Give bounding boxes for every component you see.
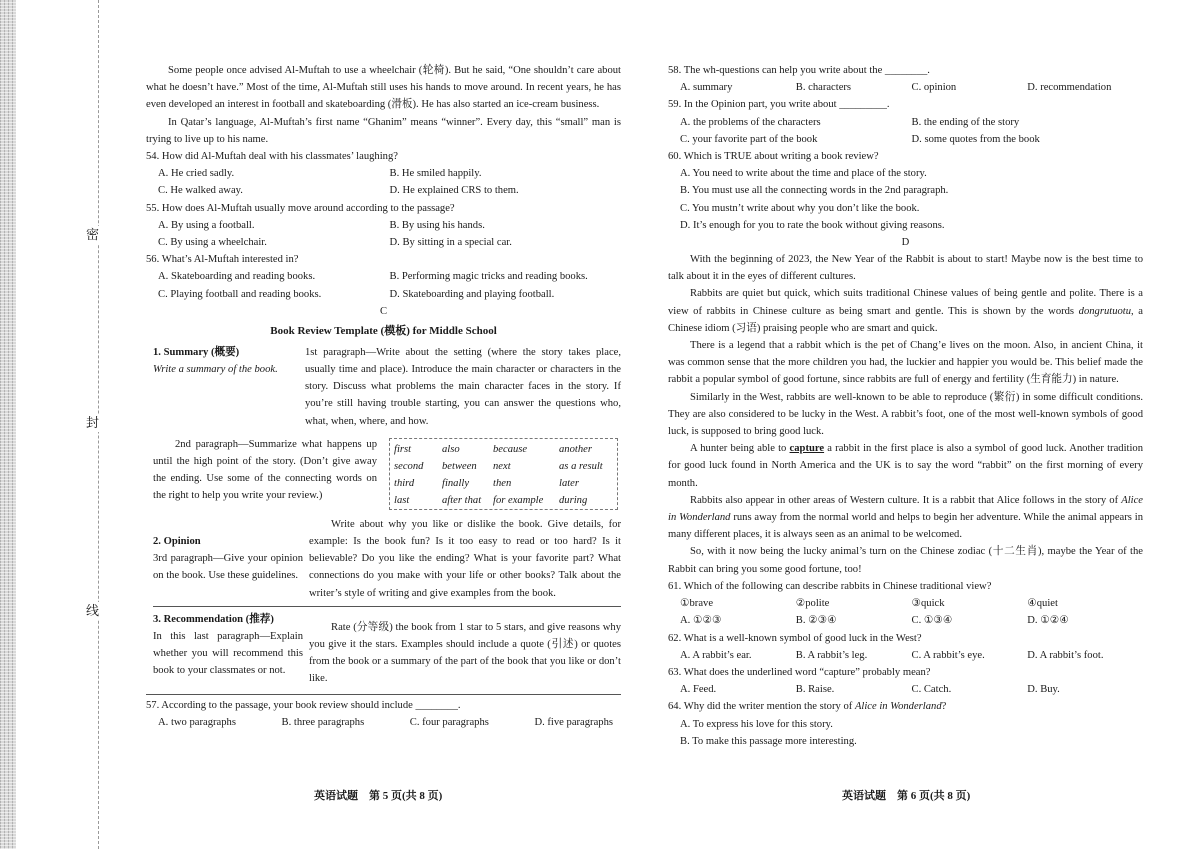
connecting-word: first	[394, 443, 412, 455]
option: D. He explained CRS to them.	[389, 185, 519, 197]
summary-section	[153, 344, 621, 514]
passage-paragraph: Similarly in the West, rabbits are well-known to be able to reproduce (繁衍) in some difficult conditions. They are also considered to be lucky in the West. A rabbit’s foot, one of the most well-known symbols of good luck, is supposed to bring good luck.	[668, 391, 1143, 438]
option: B. the ending of the story	[911, 116, 1020, 128]
option: B. A rabbit’s leg.	[795, 649, 868, 661]
connecting-word: also	[442, 443, 460, 455]
question-63	[668, 664, 1143, 698]
option: D. some quotes from the book	[911, 133, 1040, 145]
choice: ①brave	[680, 598, 714, 610]
option: B. characters	[795, 82, 852, 94]
question-stem: 58. The wh-questions can help you write about the ________.	[668, 65, 930, 76]
option: D. five paragraphs	[534, 716, 613, 728]
opinion-title: 2. Opinion	[153, 535, 201, 547]
option: C. your favorite part of the book	[680, 133, 818, 145]
option: A. You need to write about the time and place of the story.	[680, 168, 927, 180]
book-review-template	[153, 344, 621, 694]
option: A. To express his love for this story.	[680, 718, 833, 730]
section-letter-c: C	[379, 305, 388, 317]
question-stem: 61. Which of the following can describe rabbits in Chinese traditional view?	[668, 580, 992, 592]
option: C. By using a wheelchair.	[158, 237, 267, 249]
option: A. He cried sadly.	[158, 168, 235, 180]
question-61	[668, 578, 1143, 630]
passage-paragraph: With the beginning of 2023, the New Year of the Rabbit is about to start! Maybe now is the best time to talk about it in the eyes of different cultures.	[668, 254, 1143, 283]
option: A. By using a football.	[158, 219, 255, 231]
option: D. ①②④	[1027, 615, 1069, 627]
option: C. You mustn’t write about why you don’t like the book.	[680, 202, 920, 214]
connecting-word: for example	[493, 494, 544, 506]
question-stem: 60. Which is TRUE about writing a book review?	[668, 151, 879, 163]
question-stem: 57. According to the passage, your book review should include ________.	[146, 699, 461, 711]
option: C. four paragraphs	[409, 716, 489, 728]
recommendation-section	[153, 607, 621, 694]
option: C. A rabbit’s eye.	[911, 649, 985, 661]
question-64	[668, 698, 1143, 750]
connecting-word: as a result	[559, 460, 603, 472]
choice: ②polite	[795, 598, 830, 610]
option: A. A rabbit’s ear.	[680, 649, 752, 661]
option: B. You must use all the connecting words in the 2nd paragraph.	[680, 185, 949, 197]
option: B. ②③④	[795, 615, 837, 627]
question-stem: 56. What’s Al-Muftah interested in?	[146, 254, 299, 266]
option: C. Playing football and reading books.	[158, 288, 322, 300]
choice: ④quiet	[1027, 598, 1058, 610]
idiom-pinyin: dongrutuotu	[1078, 305, 1132, 317]
connecting-word: during	[559, 494, 588, 506]
option: B. To make this passage more interesting.	[680, 735, 857, 747]
question-stem: 63. What does the underlined word “capture” probably mean?	[668, 666, 931, 678]
page-footer-5: 英语试题 第 5 页(共 8 页)	[314, 790, 443, 802]
option: A. the problems of the characters	[680, 116, 821, 128]
question-59	[668, 96, 1143, 148]
option: A. Skateboarding and reading books.	[158, 271, 316, 283]
recommendation-right-text: Rate (分等级) the book from 1 star to 5 stars, and give reasons why you give it the stars. Examples should include a quote (引述) or quotes from the book or a summary of the part of the book that you like or don’t like.	[309, 621, 621, 685]
passage-paragraph: Some people once advised Al-Muftah to use a wheelchair (轮椅). But he said, “One shouldn’t care about what he doesn’t have.” Most of the time, Al-Muftah still uses his hands to move around. In recent years, he has even developed an interest in football and skateboarding (滑板). He has also started an ice-cream business.	[146, 65, 621, 111]
option: B. Performing magic tricks and reading books.	[389, 271, 588, 283]
option: A. summary	[680, 82, 733, 94]
summary-paragraph-1-intro: 1st paragraph—Write about the setting (where the story takes place, usually time and place). Introduce the main character or characters in the story. Discuss what problems the main character faces in the story. If you’re still having trouble starting, you can answer the questions who, what, when, where, and how.	[305, 346, 621, 427]
question-stem: 54. How did Al-Muftah deal with his classmates’ laughing?	[146, 151, 398, 163]
opinion-section	[153, 514, 621, 607]
option: B. By using his hands.	[389, 219, 485, 231]
connecting-words-box	[389, 438, 618, 510]
passage-paragraph: Rabbits are quiet but quick, which suits traditional Chinese values of being gentle and polite. There is a view of rabbits in Chinese culture as being smart and gentle. This is shown by the words dongrutuotu, a Chinese idiom (习语) praising people who are smart and quick.	[668, 288, 1143, 334]
option: D. Buy.	[1027, 684, 1060, 696]
connecting-word: last	[394, 494, 410, 506]
opinion-right-text: Write about why you like or dislike the book. Give details, for example: Is the book fun? Is it too easy to read or too hard? Is it believable? Do you like the ending? What is your favorite part? What connections do you make with your life or other books? Talk about the writer’s style of writing and give examples from the book.	[309, 518, 621, 599]
question-58	[668, 62, 1143, 96]
option: B. He smiled happily.	[389, 168, 482, 180]
page-6	[668, 62, 1143, 750]
binding-strip	[0, 0, 16, 849]
option: C. He walked away.	[158, 185, 243, 197]
connecting-word: second	[394, 460, 424, 472]
passage-d	[668, 251, 1143, 578]
question-60	[668, 148, 1143, 234]
book-title: Alice in Wonderland	[668, 494, 1143, 524]
passage-paragraph: So, with it now being the lucky animal’s turn on the Chinese zodiac (十二生肖), maybe the Year of the Rabbit can bring you some good fortune, too!	[668, 546, 1143, 575]
connecting-word: between	[442, 460, 477, 472]
question-stem: 64. Why did the writer mention the story of Alice in Wonderland?	[668, 701, 947, 713]
page-footer-6: 英语试题 第 6 页(共 8 页)	[842, 790, 971, 802]
question-stem: 59. In the Opinion part, you write about _________.	[668, 99, 890, 111]
connecting-word: then	[493, 477, 512, 489]
passage-paragraph: A hunter being able to capture a rabbit in the first place is also a symbol of good luck. Another tradition for good luck found in North America and the UK is to say the word “rabbit” on the first morning of every month.	[668, 443, 1144, 489]
margin-char-xian: 线	[86, 603, 100, 618]
option: D. By sitting in a special car.	[389, 237, 512, 249]
connecting-word: third	[394, 477, 415, 489]
connecting-word: finally	[442, 477, 470, 489]
margin-char-mi: 密	[86, 227, 100, 242]
margin-char-feng: 封	[86, 415, 100, 430]
recommendation-left-text: In this last paragraph—Explain whether you will recommend this book to your classmates or not.	[153, 630, 303, 677]
choice: ③quick	[911, 598, 945, 610]
passage-paragraph: There is a legend that a rabbit which is the pet of Chang’e lives on the moon. Also, in ancient China, it was common sense that the more children you had, the luckier and happier you would be. This belief made the rabbit a popular symbol of good fortune, since rabbits are full of energy and fertility (生育能力) in nature.	[668, 340, 1143, 386]
option: C. Catch.	[911, 684, 952, 696]
connecting-word: later	[559, 477, 580, 489]
page-5	[146, 62, 621, 731]
question-55	[146, 200, 621, 252]
option: D. recommendation	[1027, 82, 1112, 94]
option: A. ①②③	[680, 615, 722, 627]
option: D. It’s enough for you to rate the book without giving reasons.	[680, 219, 945, 231]
connecting-word: because	[493, 443, 528, 455]
option: D. A rabbit’s foot.	[1027, 649, 1104, 661]
template-title: Book Review Template (模板) for Middle School	[270, 324, 497, 337]
recommendation-title: 3. Recommendation (推荐)	[153, 613, 274, 625]
option: A. two paragraphs	[158, 716, 236, 728]
option: D. Skateboarding and playing football.	[389, 288, 555, 300]
option: B. Raise.	[795, 684, 835, 696]
option: C. opinion	[911, 82, 957, 94]
connecting-word: after that	[442, 494, 482, 506]
question-stem: 62. What is a well-known symbol of good luck in the West?	[668, 632, 922, 644]
question-stem: 55. How does Al-Muftah usually move around according to the passage?	[146, 202, 455, 214]
option: A. Feed.	[680, 684, 717, 696]
question-54	[146, 148, 621, 200]
summary-paragraph-2: 2nd paragraph—Summarize what happens up until the high point of the story. (Don’t give away the ending. Use some of the connecting words on the right to help you write your review.)	[153, 438, 377, 502]
question-62	[668, 630, 1143, 664]
passage-paragraph: Rabbits also appear in other areas of Western culture. It is a rabbit that Alice follows in the story of Alice in Wonderland runs away from the normal world and helps to begin her adventure. While the animal appears in many different places, it is always seen as an animal to be welcomed.	[668, 494, 1143, 541]
question-56	[146, 251, 621, 303]
passage-paragraph: In Qatar’s language, Al-Muftah’s first name “Ghanim” means “winner”. Every day, this “small” man is trying to live up to his name.	[146, 116, 621, 145]
connecting-word: next	[493, 460, 511, 472]
connecting-word: another	[559, 443, 592, 455]
option: B. three paragraphs	[281, 716, 365, 728]
underlined-word-capture: capture	[789, 443, 825, 455]
option: C. ①③④	[911, 615, 953, 627]
question-57	[146, 694, 621, 731]
opinion-left-text: 3rd paragraph—Give your opinion on the book. Use these guidelines.	[153, 552, 303, 582]
summary-instruction: Write a summary of the book.	[153, 363, 278, 375]
section-letter-d: D	[901, 237, 910, 249]
summary-title: 1. Summary (概要)	[153, 346, 240, 358]
